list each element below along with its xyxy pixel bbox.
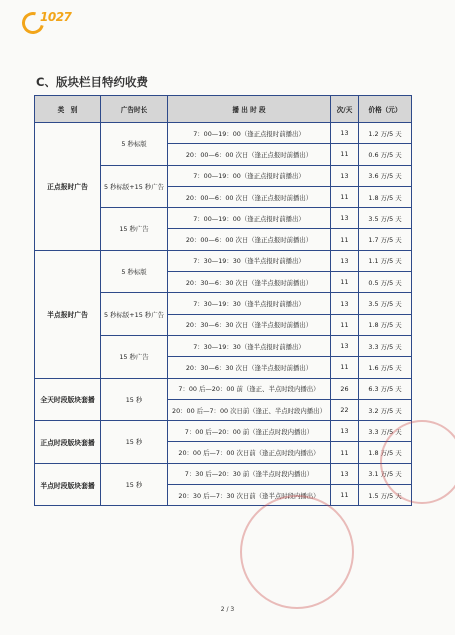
duration-cell: 15 秒广告 — [101, 208, 168, 251]
price-cell: 1.6 万/5 天 — [359, 357, 412, 378]
category-cell: 半点报时广告 — [35, 250, 101, 378]
price-cell: 1.8 万/5 天 — [359, 186, 412, 207]
page-number: 2 / 3 — [220, 606, 235, 613]
duration-cell: 15 秒 — [101, 421, 168, 464]
duration-cell: 5 秒标版+15 秒广告 — [101, 293, 168, 336]
price-cell: 3.6 万/5 天 — [359, 165, 412, 186]
time-slot-cell: 20：00—6：00 次日（逢正点报时前播出） — [168, 229, 331, 250]
stamp-watermark — [240, 495, 354, 609]
price-cell: 1.1 万/5 天 — [359, 250, 412, 271]
times-cell: 11 — [331, 314, 359, 335]
price-cell: 0.6 万/5 天 — [359, 144, 412, 165]
category-cell: 半点时段版块套播 — [35, 463, 101, 506]
times-cell: 11 — [331, 357, 359, 378]
header-price: 价格（元） — [359, 96, 412, 123]
section-title: C、版块栏目特约收费 — [36, 75, 148, 89]
time-slot-cell: 20：00—6：00 次日（逢正点报时前播出） — [168, 186, 331, 207]
price-cell: 3.5 万/5 天 — [359, 208, 412, 229]
table-row — [35, 378, 412, 399]
table-row — [35, 250, 412, 271]
times-cell: 13 — [331, 165, 359, 186]
table-row — [35, 463, 412, 484]
time-slot-cell: 7：00 后—20：00 前（逢正、半点时段内播出） — [168, 378, 331, 399]
logo-text: 1027 — [40, 10, 72, 24]
times-cell: 13 — [331, 463, 359, 484]
time-slot-cell: 7：30—19：30（逢半点报时前播出） — [168, 250, 331, 271]
times-cell: 26 — [331, 378, 359, 399]
category-cell: 正点报时广告 — [35, 123, 101, 251]
stamp-watermark — [380, 420, 455, 504]
duration-cell: 15 秒 — [101, 378, 168, 421]
times-cell: 11 — [331, 272, 359, 293]
price-cell: 0.5 万/5 天 — [359, 272, 412, 293]
times-cell: 11 — [331, 485, 359, 506]
price-cell: 1.2 万/5 天 — [359, 123, 412, 144]
times-cell: 13 — [331, 123, 359, 144]
time-slot-cell: 7：00—19：00（逢正点报时前播出） — [168, 123, 331, 144]
times-cell: 13 — [331, 208, 359, 229]
times-cell: 11 — [331, 186, 359, 207]
times-cell: 11 — [331, 144, 359, 165]
price-cell: 1.8 万/5 天 — [359, 314, 412, 335]
time-slot-cell: 7：00 后—20：00 前（逢正点时段内播出） — [168, 421, 331, 442]
table-row — [35, 421, 412, 442]
category-cell: 正点时段版块套播 — [35, 421, 101, 464]
price-cell: 1.5 万/5 天 — [359, 485, 412, 506]
duration-cell: 15 秒广告 — [101, 335, 168, 378]
time-slot-cell: 20：30 后—7：30 次日前（逢半点时段内播出） — [168, 485, 331, 506]
time-slot-cell: 7：30—19：30（逢半点报时前播出） — [168, 293, 331, 314]
price-cell: 1.7 万/5 天 — [359, 229, 412, 250]
times-cell: 11 — [331, 442, 359, 463]
table-row — [35, 123, 412, 144]
times-cell: 13 — [331, 421, 359, 442]
rate-table — [34, 95, 412, 506]
header-time-slot: 播 出 时 段 — [168, 96, 331, 123]
header-category: 类 别 — [35, 96, 101, 123]
time-slot-cell: 20：00 后—7：00 次日前（逢正、半点时段内播出） — [168, 399, 331, 420]
times-cell: 22 — [331, 399, 359, 420]
price-cell: 1.8 万/5 天 — [359, 442, 412, 463]
table-header-row — [35, 96, 412, 123]
times-cell: 13 — [331, 335, 359, 356]
duration-cell: 5 秒标版 — [101, 250, 168, 293]
times-cell: 13 — [331, 250, 359, 271]
time-slot-cell: 20：30—6：30 次日（逢半点报时前播出） — [168, 357, 331, 378]
time-slot-cell: 7：00—19：00（逢正点报时前播出） — [168, 208, 331, 229]
time-slot-cell: 7：00—19：00（逢正点报时前播出） — [168, 165, 331, 186]
time-slot-cell: 20：30—6：30 次日（逢半点报时前播出） — [168, 314, 331, 335]
price-cell: 6.3 万/5 天 — [359, 378, 412, 399]
time-slot-cell: 20：30—6：30 次日（逢半点报时前播出） — [168, 272, 331, 293]
header-times-per-day: 次/天 — [331, 96, 359, 123]
time-slot-cell: 20：00 后—7：00 次日前（逢正点时段内播出） — [168, 442, 331, 463]
price-cell: 3.2 万/5 天 — [359, 399, 412, 420]
time-slot-cell: 7：30 后—20：30 前（逢半点时段内播出） — [168, 463, 331, 484]
category-cell: 全天时段版块套播 — [35, 378, 101, 421]
price-cell: 3.1 万/5 天 — [359, 463, 412, 484]
time-slot-cell: 7：30—19：30（逢半点报时前播出） — [168, 335, 331, 356]
price-cell: 3.3 万/5 天 — [359, 421, 412, 442]
time-slot-cell: 20：00—6：00 次日（逢正点报时前播出） — [168, 144, 331, 165]
header-duration: 广告时长 — [101, 96, 168, 123]
times-cell: 11 — [331, 229, 359, 250]
duration-cell: 5 秒标版+15 秒广告 — [101, 165, 168, 208]
logo — [22, 10, 92, 32]
duration-cell: 15 秒 — [101, 463, 168, 506]
price-cell: 3.3 万/5 天 — [359, 335, 412, 356]
price-cell: 3.5 万/5 天 — [359, 293, 412, 314]
duration-cell: 5 秒标版 — [101, 123, 168, 166]
times-cell: 13 — [331, 293, 359, 314]
